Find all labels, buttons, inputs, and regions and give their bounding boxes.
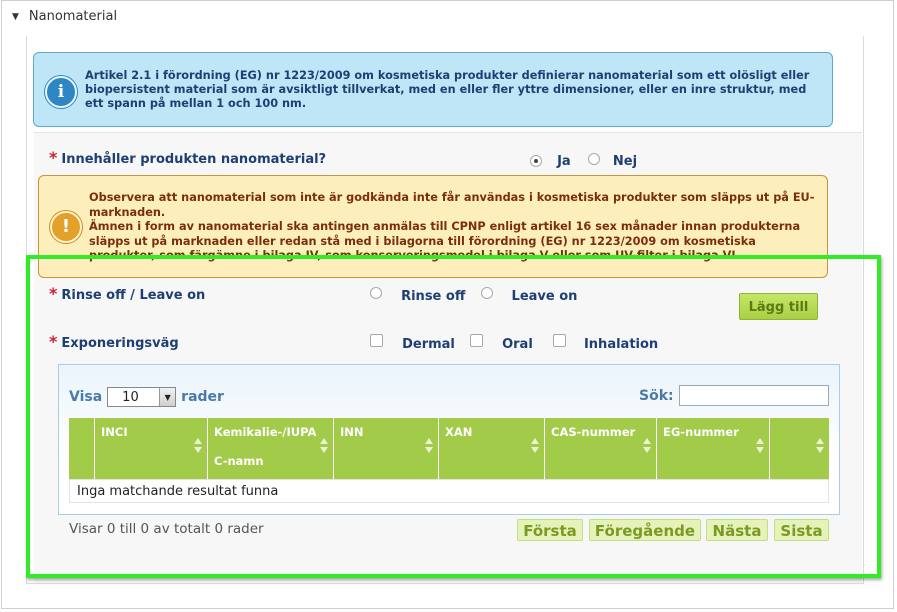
rows-label: rader [181,389,224,405]
exposure-options [370,333,658,352]
col-select[interactable] [69,418,95,479]
nano-options [530,150,637,169]
warning-message [38,175,828,278]
info-message [33,52,833,127]
radio-rinse-off[interactable] [370,287,382,299]
col-eg-label: EG-nummer [663,425,739,439]
checkbox-oral[interactable] [470,334,483,347]
sort-icon [320,438,329,454]
sort-icon [194,438,203,454]
col-inci-label: INCI [101,425,128,439]
exposure-question [49,332,179,351]
col-actions[interactable] [770,418,829,479]
sort-icon [425,438,434,454]
info-text: Artikel 2.1 i förordning (EG) nr 1223/2009 om kosmetiska produkter definierar nanomaterial som ett olösligt eller biopersistent material som är avsiktligt tillverkat, med en eller fler yttre dimensioner, eller en inre struktur, med ett spann på mellan 1 och 100 nm. [85,69,810,110]
section-header[interactable] [12,9,117,24]
pager-first-button[interactable]: Första [517,519,583,541]
nano-question [49,148,326,167]
radio-nej-label: Nej [612,154,638,169]
pager-previous-button[interactable]: Föregående [589,519,701,541]
radio-nej[interactable] [588,153,600,165]
search-control [639,385,829,406]
sort-icon [756,438,765,454]
add-button[interactable]: Lägg till [739,293,818,320]
required-star: * [49,332,58,351]
table-empty-row: Inga matchande resultat funna [69,479,829,503]
section-title: Nanomaterial [28,9,118,24]
radio-ja-label: Ja [557,154,571,169]
radio-leave-on-label: Leave on [511,289,578,304]
exposure-question-label: Exponeringsväg [61,336,179,351]
rinse-question-label: Rinse off / Leave on [61,288,206,303]
col-chem-name[interactable] [208,418,334,479]
page-size-control [69,387,224,407]
pager-last-button[interactable]: Sista [774,519,829,541]
col-xan-label: XAN [445,425,473,439]
collapse-triangle-icon[interactable]: ▼ [12,11,19,22]
col-cas-label: CAS-nummer [551,425,636,439]
sort-icon [816,438,825,454]
sort-icon [531,438,540,454]
pager-next-button[interactable]: Nästa [706,519,768,541]
nano-question-label: Innehåller produkten nanomaterial? [61,152,327,167]
checkbox-inhalation[interactable] [553,334,566,347]
col-inn-label: INN [340,425,364,439]
radio-leave-on[interactable] [481,287,493,299]
col-eg[interactable] [657,418,770,479]
page-size-select[interactable] [107,387,176,407]
required-star: * [49,284,58,303]
page-size-value: 10 [122,389,139,405]
sort-icon [643,438,652,454]
info-icon: i [45,76,77,108]
search-input[interactable] [679,385,829,406]
rinse-options [370,285,577,304]
checkbox-inhalation-label: Inhalation [583,337,659,352]
warning-icon: ! [50,211,82,243]
radio-ja[interactable] [530,155,542,167]
col-xan[interactable] [439,418,545,479]
table-info: Visar 0 till 0 av totalt 0 rader [69,521,264,537]
search-label: Sök: [639,387,674,404]
checkbox-oral-label: Oral [502,337,533,352]
checkbox-dermal-label: Dermal [402,337,455,352]
table-header [69,418,829,479]
chevron-down-icon[interactable]: ▼ [159,388,175,406]
col-cas[interactable] [545,418,657,479]
col-chem-name-line1: Kemikalie-/IUPA [214,425,317,439]
rinse-question [49,284,205,303]
required-star: * [49,148,58,167]
col-inci[interactable] [95,418,208,479]
col-inn[interactable] [334,418,439,479]
radio-rinse-off-label: Rinse off [401,289,466,304]
results-table [58,364,840,515]
warning-text-content: Observera att nanomaterial som inte är godkända inte får användas i kosmetiska produkter som släpps ut på EU-marknaden. Ämnen i form av nanomaterial ska antingen anmälas till CPNP enligt artikel 16 sex månader innan produkterna släpps ut på marknaden eller redan stå med i bilagorna till förordning (EG) nr 1223/2009 om kosmetiska produkter, som färgämne i bilaga IV, som konserveringsmedel i bilaga V eller som UV-filter i bilaga VI. [89,191,815,262]
warning-text [89,191,819,264]
col-chem-name-line2: C-namn [214,454,264,468]
show-label: Visa [69,389,103,405]
checkbox-dermal[interactable] [370,334,383,347]
